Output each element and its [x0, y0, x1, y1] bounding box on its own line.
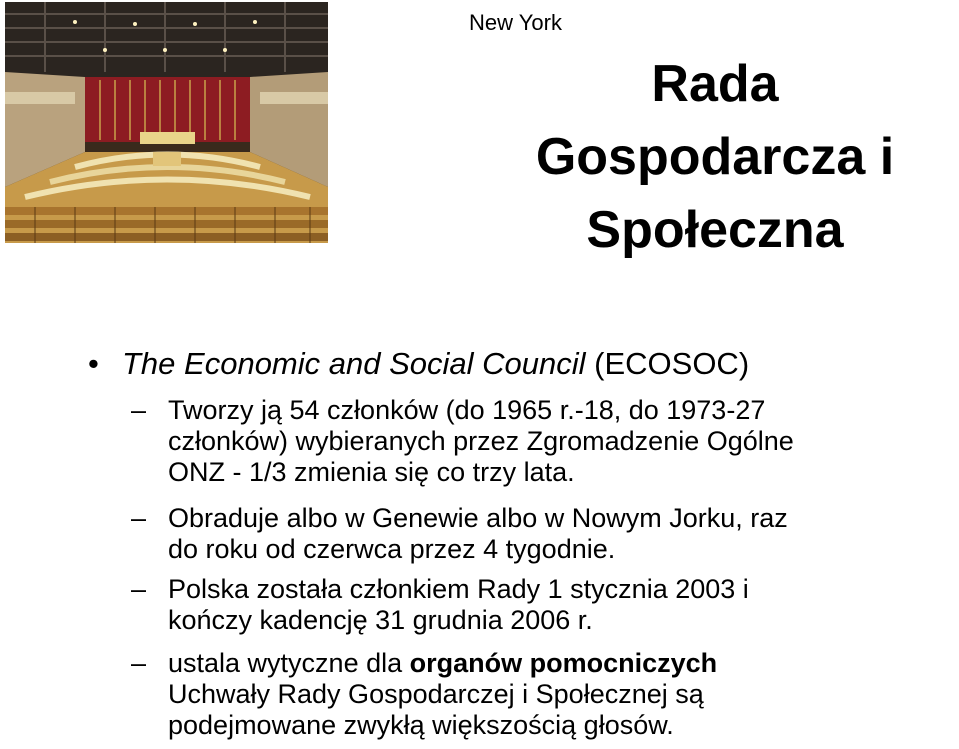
dash-icon: –: [131, 648, 147, 678]
sub-item-line: podejmowane zwykłą większością głosów.: [168, 710, 674, 740]
sub-item-line: członków) wybieranych przez Zgromadzenie Ogólne: [168, 426, 794, 456]
dash-icon: –: [131, 395, 147, 425]
conference-hall-photo: [5, 2, 328, 243]
sub-item-line: Tworzy ją 54 członków (do 1965 r.-18, do 1973-27: [168, 395, 766, 425]
bullet-icon: •: [88, 346, 99, 381]
council-abbreviation: (ECOSOC): [585, 346, 750, 381]
dash-icon: –: [131, 503, 147, 533]
sub-item-guidelines: [131, 648, 717, 741]
sub-item-members: [131, 395, 794, 488]
sub-item-line: [168, 648, 717, 679]
sub-item-sessions: [131, 503, 788, 565]
sub-item-line: Uchwały Rady Gospodarczej i Społecznej są: [168, 679, 704, 709]
sub-item-line: kończy kadencję 31 grudnia 2006 r.: [168, 605, 593, 635]
sub-item-poland: [131, 574, 749, 636]
auxiliary-bodies-bold: organów pomocniczych: [409, 648, 718, 678]
sub-item-line: Polska została członkiem Rady 1 stycznia 2003 i: [168, 574, 749, 604]
slide-title: [480, 48, 950, 267]
sub-item-line: ONZ - 1/3 zmienia się co trzy lata.: [168, 457, 575, 487]
sub-item-line: do roku od czerwca przez 4 tygodnie.: [168, 534, 616, 564]
guidelines-text: ustala wytyczne dla: [168, 648, 410, 678]
location-caption: New York: [469, 10, 562, 35]
title-line: Gospodarcza i: [535, 128, 895, 186]
council-name-italic: The Economic and Social Council: [122, 346, 586, 381]
sub-item-line: Obraduje albo w Genewie albo w Nowym Jorku, raz: [168, 503, 788, 533]
title-line: Społeczna: [586, 201, 844, 259]
title-line: Rada: [651, 55, 779, 113]
dash-icon: –: [131, 574, 147, 604]
main-bullet: [88, 345, 749, 383]
